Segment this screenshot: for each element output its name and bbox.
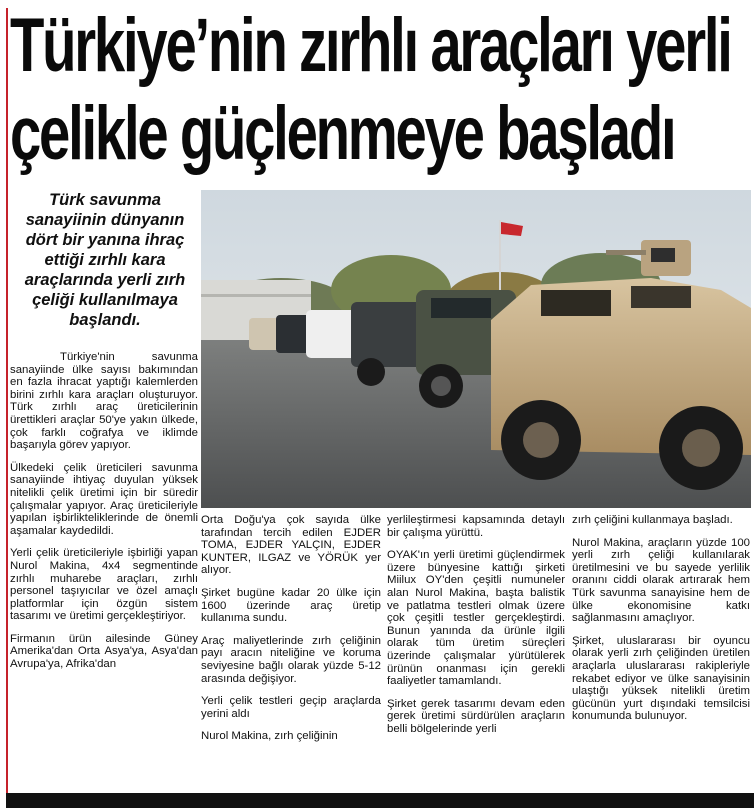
paragraph: Şirket gerek tasarımı devam eden gerek üretimi sürdürülen araçların belli bölgelerinde yerli [387, 697, 565, 735]
armored-vehicles-photo [201, 190, 751, 508]
headline [10, 2, 731, 178]
paragraph: OYAK'ın yerli üretimi güçlendirmek üzere bünyesine kattığı şirketi Miilux OY'den çeşitli numuneler alan Nurol Makina, başta balistik ve patlatma testleri olmak üzere çok çeşitli testler gerçekleştirdi. Bunun yanında da ürünle ilgili olarak tüm üretim süreçleri üzerinde çalışmalar yürütülerek ürünün onanması için gerekli faaliyetler tamamlandı. [387, 549, 565, 688]
paragraph: Orta Doğu'ya çok sayıda ülke tarafından tercih edilen EJDER TOMA, EJDER YALÇIN, EJDER KUNTER, ILGAZ ve YÖRÜK yer alıyor. [201, 514, 381, 577]
paragraph: Şirket, uluslararası bir oyuncu olarak yerli zırh çeliğinden üretilen araçlarla uluslararası rakipleriyle rekabet ediyor ve ülke sanayisinin ulaştığı yüksek nitelikli üretim gücünün yurt dışındaki temsilcisi konumunda bulunuyor. [572, 634, 750, 723]
paragraph: yerlileştirmesi kapsamında detaylı bir çalışma yürüttü. [387, 514, 565, 539]
paragraph: Ülkedeki çelik üreticileri savunma sanayiinde ihtiyaç duyulan yüksek nitelikli çelik üretimi için bir süredir çalışmalar yapıyor. Araç üreticileriyle yapılan işbirlikteliklerinde de önemli aşamalar kaydedildi. [10, 461, 198, 537]
subheading: Yerli çelik testleri geçip araçlarda yerini aldı [201, 695, 381, 720]
lead-paragraph: Türk savunma sanayiinin dünyanın dört bir yanına ihraç ettiği zırhlı kara araçlarında yerli zırh çeliği kullanılmaya başlandı. [24, 191, 186, 329]
paragraph: Nurol Makina, araçların yüzde 100 yerli zırh çeliği kullanılarak üretilmesini ve bu sayede yerlilik oranını ciddi olarak artırarak hem Türk savunma sanayisine hem de ülke ekonomisine katkı sağlanmasını amaçlıyor. [572, 536, 750, 625]
paragraph: zırh çeliğini kullanmaya başladı. [572, 514, 733, 526]
paragraph: Yerli çelik üreticileriyle işbirliği yapan Nurol Makina, 4x4 segmentinde zırhlı muharebe araçları, zırhlı personel taşıyıcılar ve özel amaçlı platformlar için özgün sistem tasarımı ve üretimi gerçekleştiriyor. [10, 547, 198, 623]
headline-line-1: Türkiye’nin zırhlı araçları yerli [10, 3, 731, 88]
article-column-3 [387, 514, 565, 746]
article-column-4 [572, 514, 750, 733]
margin-rule [6, 8, 8, 804]
bottom-border [6, 793, 754, 808]
article-column-2 [201, 514, 381, 753]
headline-line-2: çelikle güçlenmeye başladı [10, 91, 675, 176]
paragraph: Türkiye'nin savunma sanayiinde ülke sayısı bakımından en fazla ihracat yaptığı kalemlerden birini zırhlı kara araçları oluşturuyor. Türk zırhlı araç üreticilerinin ürettikleri araçlar 50'ye yakın ülkede, çok farklı coğrafya ve iklimde başarıyla görev yapıyor. [10, 351, 198, 452]
paragraph: Nurol Makina, zırh çeliğinin [201, 730, 338, 743]
article-column-1 [10, 351, 198, 681]
paragraph: Şirket bugüne kadar 20 ülke için 1600 üzerinde araç üretip kullanıma sundu. [201, 586, 381, 625]
paragraph: Araç maliyetlerinde zırh çeliğinin payı aracın niteliğine ve koruma seviyesine bağlı olarak yüzde 5-12 arasında değişiyor. [201, 634, 381, 685]
paragraph: Firmanın ürün ailesinde Güney Amerika'dan Orta Asya'ya, Asya'dan Avrupa'ya, Afrika'dan [10, 632, 198, 671]
